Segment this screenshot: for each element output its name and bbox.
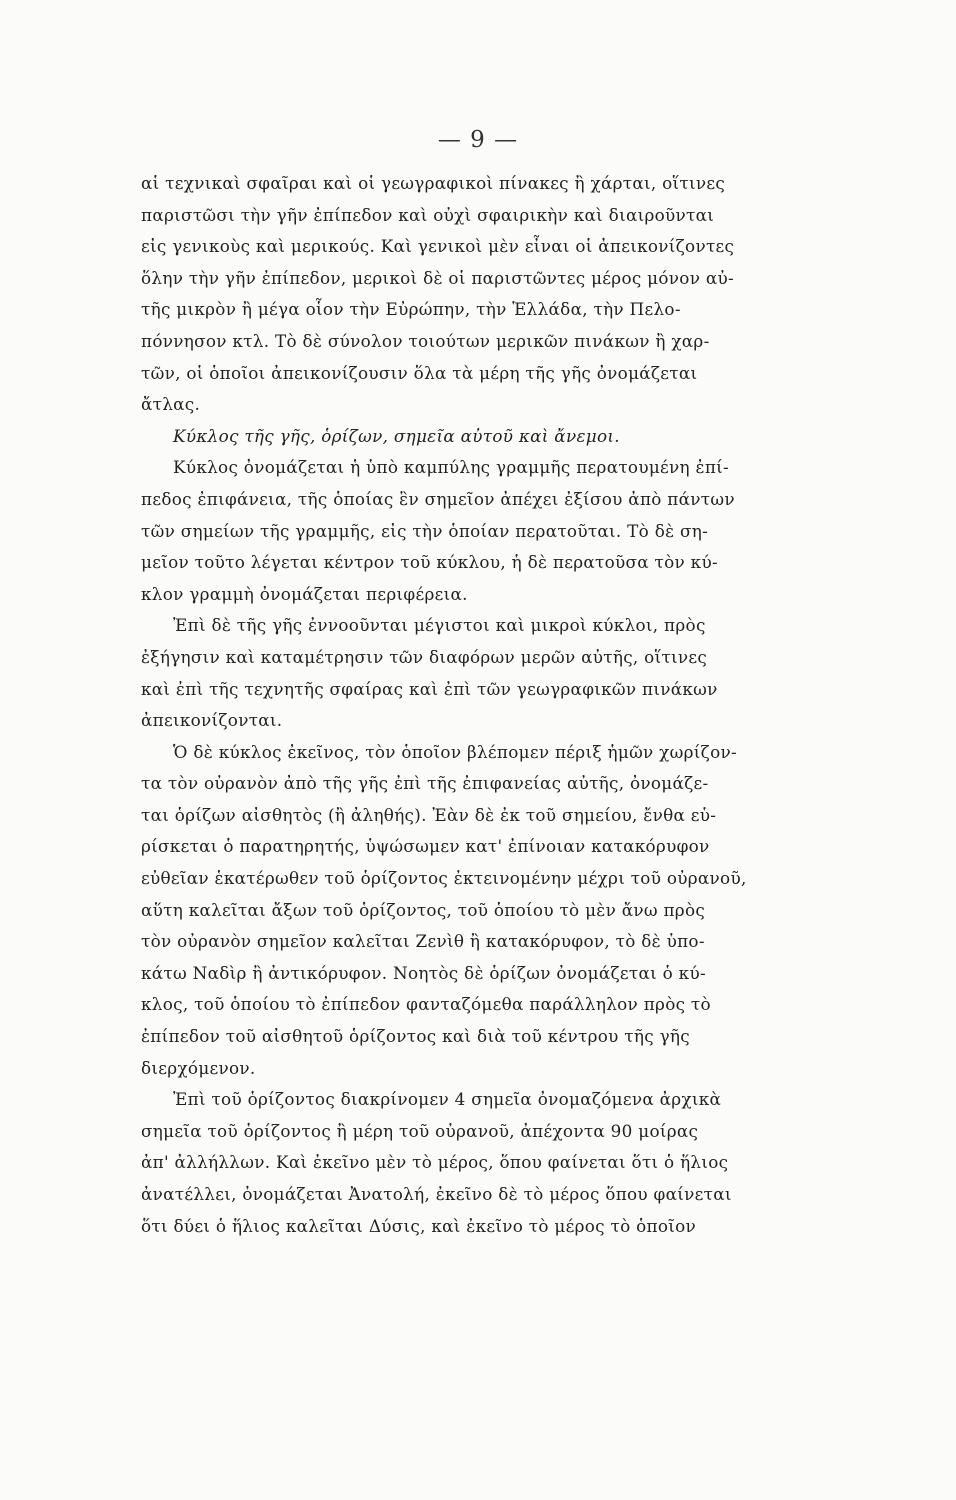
- text-line: τῶν, οἱ ὁποῖοι ἀπεικονίζουσιν ὅλα τὰ μέρη τῆς γῆς ὀνομάζεται: [141, 362, 698, 383]
- page-number: — 9 —: [437, 127, 519, 153]
- text-line: καὶ ἐπὶ τῆς τεχνητῆς σφαίρας καὶ ἐπὶ τῶν γεωγραφικῶν πινάκων: [141, 678, 718, 699]
- text-line: παριστῶσι τὴν γῆν ἐπίπεδον καὶ οὐχὶ σφαιρικὴν καὶ διαιροῦνται: [141, 204, 715, 225]
- text-line: μεῖον τοῦτο λέγεται κέντρον τοῦ κύκλου, ἡ δὲ περατοῦσα τὸν κύ-: [141, 552, 718, 573]
- text-line: κάτω Ναδὶρ ἢ ἀντικόρυφον. Νοητὸς δὲ ὁρίζων ὀνομάζεται ὁ κύ-: [141, 962, 706, 983]
- text-line: εὐθεῖαν ἑκατέρωθεν τοῦ ὁρίζοντος ἐκτεινομένην μέχρι τοῦ οὐρανοῦ,: [141, 868, 747, 889]
- body-text: [141, 168, 791, 1242]
- text-line: πεδος ἐπιφάνεια, τῆς ὁποίας ἓν σημεῖον ἀπέχει ἐξίσου ἀπὸ πάντων: [141, 488, 735, 509]
- text-line: ἄτλας.: [141, 394, 201, 415]
- text-line: ὅλην τὴν γῆν ἐπίπεδον, μερικοὶ δὲ οἱ παριστῶντες μέρος μόνον αὐ-: [141, 267, 734, 288]
- text-line: ἀπ' ἀλλήλλων. Καὶ ἐκεῖνο μὲν τὸ μέρος, ὅπου φαίνεται ὅτι ὁ ἥλιος: [141, 1152, 729, 1173]
- section-heading: Κύκλος τῆς γῆς, ὁρίζων, σημεῖα αὐτοῦ καὶ ἄνεμοι.: [173, 425, 620, 446]
- text-line: ἐξήγησιν καὶ καταμέτρησιν τῶν διαφόρων μερῶν αὐτῆς, οἵτινες: [141, 646, 708, 667]
- text-line: ται ὁρίζων αἰσθητὸς (ἢ ἀληθής). Ἐὰν δὲ ἐκ τοῦ σημείου, ἔνθα εὑ-: [141, 804, 717, 825]
- text-line: Ὁ δὲ κύκλος ἐκεῖνος, τὸν ὁποῖον βλέπομεν πέριξ ἡμῶν χωρίζον-: [173, 741, 737, 762]
- text-line: Ἐπὶ τοῦ ὁρίζοντος διακρίνομεν 4 σημεῖα ὀνομαζόμενα ἀρχικὰ: [173, 1089, 722, 1110]
- text-line: αἱ τεχνικαὶ σφαῖραι καὶ οἱ γεωγραφικοὶ πίνακες ἢ χάρται, οἵτινες: [141, 173, 726, 193]
- text-line: Ἐπὶ δὲ τῆς γῆς ἐννοοῦνται μέγιστοι καὶ μικροὶ κύκλοι, πρὸς: [173, 615, 706, 636]
- text-line: σημεῖα τοῦ ὁρίζοντος ἢ μέρη τοῦ οὐρανοῦ, ἀπέχοντα 90 μοίρας: [141, 1120, 699, 1141]
- text-line: ἀπεικονίζονται.: [141, 710, 283, 731]
- text-line: διερχόμενον.: [141, 1057, 256, 1078]
- text-line: αὕτη καλεῖται ἄξων τοῦ ὁρίζοντος, τοῦ ὁποίου τὸ μὲν ἄνω πρὸς: [141, 899, 706, 920]
- text-line: τα τὸν οὐρανὸν ἀπὸ τῆς γῆς ἐπὶ τῆς ἐπιφανείας αὐτῆς, ὀνομάζε-: [141, 773, 709, 794]
- text-line: κλον γραμμὴ ὀνομάζεται περιφέρεια.: [141, 583, 468, 604]
- text-line: κλος, τοῦ ὁποίου τὸ ἐπίπεδον φανταζόμεθα παράλληλον πρὸς τὸ: [141, 994, 711, 1015]
- text-line: ὅτι δύει ὁ ἥλιος καλεῖται Δύσις, καὶ ἐκεῖνο τὸ μέρος τὸ ὁποῖον: [141, 1215, 697, 1236]
- text-line: τὸν οὐρανὸν σημεῖον καλεῖται Ζενὶθ ἢ κατακόρυφον, τὸ δὲ ὑπο-: [141, 931, 705, 952]
- text-line: τῶν σημείων τῆς γραμμῆς, εἰς τὴν ὁποίαν περατοῦται. Τὸ δὲ ση-: [141, 520, 709, 541]
- text-line: ρίσκεται ὁ παρατηρητής, ὑψώσωμεν κατ' ἐπίνοιαν κατακόρυφον: [141, 836, 710, 857]
- text-line: ἀνατέλλει, ὀνομάζεται Ἀνατολή, ἐκεῖνο δὲ τὸ μέρος ὅπου φαίνεται: [141, 1184, 732, 1204]
- text-line: τῆς μικρὸν ἢ μέγα οἷον τὴν Εὐρώπην, τὴν Ἑλλάδα, τὴν Πελο-: [141, 299, 681, 320]
- text-line: εἰς γενικοὺς καὶ μερικούς. Καὶ γενικοὶ μὲν εἶναι οἱ ἀπεικονίζοντες: [141, 236, 735, 257]
- text-line: πόννησον κτλ. Τὸ δὲ σύνολον τοιούτων μερικῶν πινάκων ἢ χαρ-: [141, 330, 710, 351]
- text-line: Κύκλος ὀνομάζεται ἡ ὑπὸ καμπύλης γραμμῆς περατουμένη ἐπί-: [173, 457, 730, 478]
- text-line: ἐπίπεδον τοῦ αἰσθητοῦ ὁρίζοντος καὶ διὰ τοῦ κέντρου τῆς γῆς: [141, 1026, 690, 1047]
